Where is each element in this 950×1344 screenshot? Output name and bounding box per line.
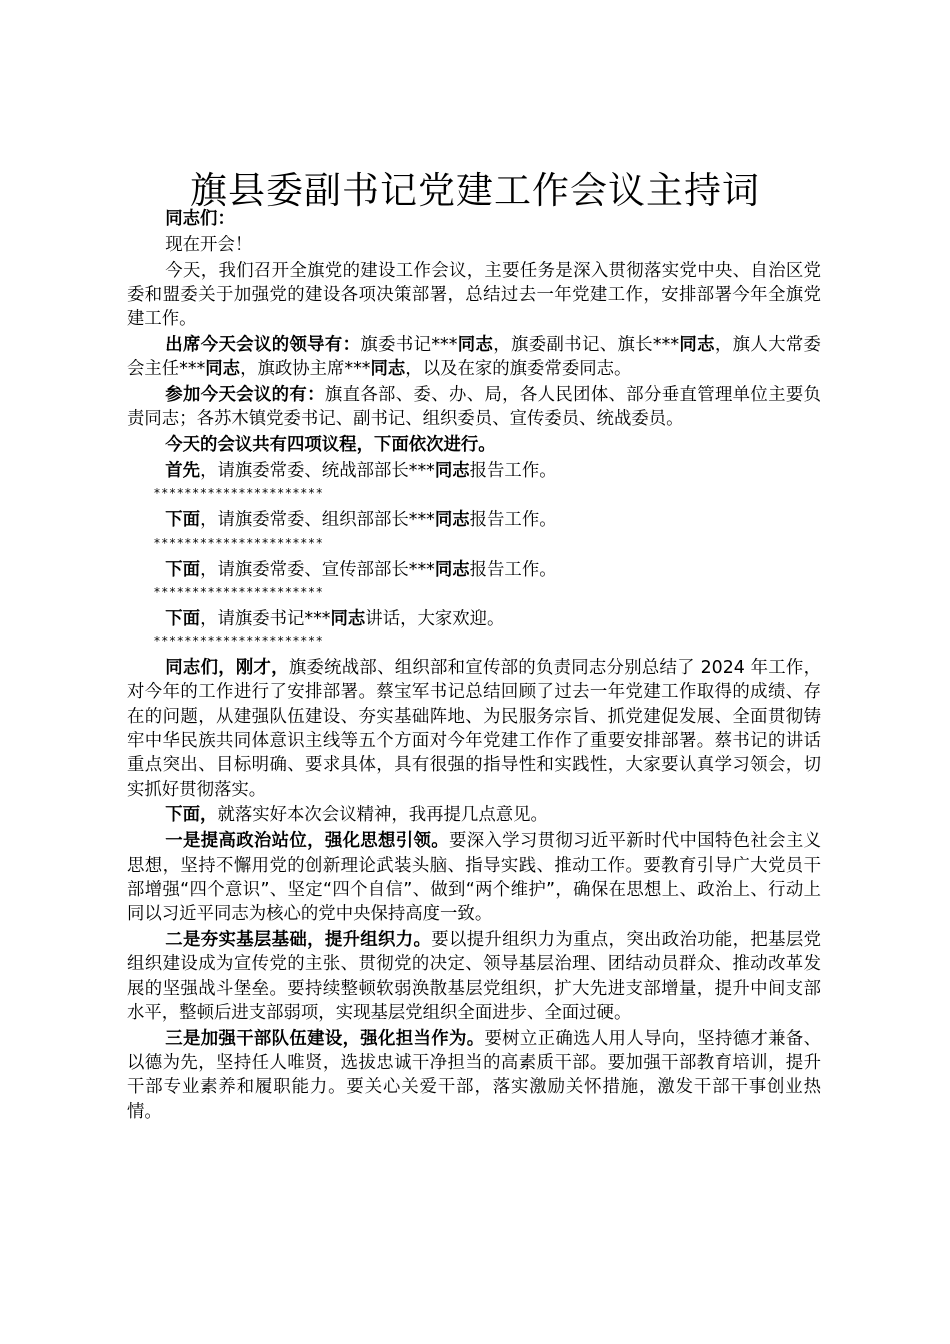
leaders-text-2: ，旗委副书记、旗长*** <box>493 334 680 355</box>
leaders-text-3: ，旗人大常委会主任*** <box>127 334 821 380</box>
greeting: 同志们： <box>165 209 235 229</box>
point-3-paragraph <box>127 1027 821 1124</box>
leaders-tongzhi-3: 同志 <box>205 359 241 380</box>
agenda-item-1 <box>127 459 821 483</box>
summary-lead: 同志们，刚才， <box>165 658 289 679</box>
asterisk-divider-4: ********************** <box>153 634 324 649</box>
agenda-item-2 <box>127 508 821 532</box>
agenda-item-4-end: 讲话，大家欢迎。 <box>365 608 505 629</box>
agenda-item-2-tongzhi: 同志 <box>434 510 470 531</box>
point-3-text: 要树立正确选人用人导向，坚持德才兼备、以德为先，坚持任人唯贤，选拔忠诚干净担当的高素质干部。要加强干部教育培训，提升干部专业素养和履职能力。要关心关爱干部，落实激励关怀措施，激发干部干事创业热情。 <box>127 1028 821 1122</box>
point-1-paragraph <box>127 829 821 926</box>
leaders-tongzhi-1: 同志 <box>457 334 494 355</box>
next-text: 就落实好本次会议精神，我再提几点意见。 <box>217 805 548 826</box>
leaders-text-5: ，以及在家的旗委常委同志。 <box>405 359 632 380</box>
agenda-item-4-tongzhi: 同志 <box>330 608 366 629</box>
leaders-label: 出席今天会议的领导有： <box>165 334 361 355</box>
intro-paragraph: 今天，我们召开全旗党的建设工作会议，主要任务是深入贯彻落实党中央、自治区党委和盟委关于加强党的建设各项决策部署，总结过去一年党建工作，安排部署今年全旗党建工作。 <box>127 260 821 330</box>
agenda-item-3 <box>127 558 821 582</box>
leaders-paragraph <box>127 333 821 382</box>
asterisk-divider-2: ********************** <box>153 535 324 550</box>
agenda-item-4-lead: 下面 <box>165 608 201 629</box>
asterisk-divider-1: ********************** <box>153 486 324 501</box>
document-title: 旗县委副书记党建工作会议主持词 <box>190 169 760 212</box>
leaders-tongzhi-2: 同志 <box>679 334 715 355</box>
next-lead: 下面， <box>165 805 218 826</box>
agenda-item-2-lead: 下面 <box>165 510 201 531</box>
agenda-item-3-end: 报告工作。 <box>469 559 557 580</box>
point-1-text: 要深入学习贯彻习近平新时代中国特色社会主义思想，坚持不懈用党的创新理论武装头脑、指导实践、推动工作。要教育引导广大党员干部增强“四个意识”、坚定“四个自信”、做到“两个维护”，确保在思想上、政治上、行动上同以习近平同志为核心的党中央保持高度一致。 <box>127 831 821 925</box>
point-2-lead: 二是夯实基层基础，提升组织力。 <box>165 929 432 950</box>
attendees-label: 参加今天会议的有： <box>165 385 325 406</box>
point-2-text: 要以提升组织力为重点，突出政治功能，把基层党组织建设成为宣传党的主张、贯彻党的决定、领导基层治理、团结动员群众、推动改革发展的坚强战斗堡垒。要持续整顿软弱涣散基层党组织，扩大先进支部增量，提升中间支部水平，整顿后进支部弱项，实现基层党组织全面进步、全面过硬。 <box>127 929 821 1023</box>
point-3-lead: 三是加强干部队伍建设，强化担当作为。 <box>165 1028 485 1049</box>
attendees-text: 旗直各部、委、办、局，各人民团体、部分垂直管理单位主要负责同志；各苏木镇党委书记、副书记、组织委员、宣传委员、统战委员。 <box>127 385 821 430</box>
agenda-item-4 <box>127 607 821 631</box>
agenda-item-1-text: ，请旗委常委、统战部部长*** <box>200 460 435 481</box>
next-paragraph <box>127 803 821 827</box>
document-body <box>127 207 821 1124</box>
opening-line: 现在开会！ <box>165 234 253 255</box>
agenda-item-3-lead: 下面 <box>165 559 201 580</box>
agenda-item-1-end: 报告工作。 <box>469 460 557 481</box>
agenda-item-1-tongzhi: 同志 <box>434 460 470 481</box>
agenda-line: 今天的会议共有四项议程，下面依次进行。 <box>165 435 496 456</box>
point-1-lead: 一是提高政治站位，强化思想引领。 <box>165 831 449 852</box>
point-2-paragraph <box>127 928 821 1025</box>
attendees-paragraph <box>127 383 821 432</box>
asterisk-divider-3: ********************** <box>153 584 324 599</box>
agenda-item-1-lead: 首先 <box>165 460 201 481</box>
agenda-item-3-text: ，请旗委常委、宣传部部长*** <box>200 559 435 580</box>
agenda-item-2-end: 报告工作。 <box>469 510 557 531</box>
summary-paragraph <box>127 656 821 802</box>
agenda-item-3-tongzhi: 同志 <box>434 559 470 580</box>
leaders-text-4: ，旗政协主席*** <box>240 359 371 380</box>
agenda-item-2-text: ，请旗委常委、组织部部长*** <box>200 510 435 531</box>
leaders-text-1: 旗委书记*** <box>360 334 458 355</box>
agenda-item-4-text: ，请旗委书记*** <box>200 608 331 629</box>
summary-text: 旗委统战部、组织部和宣传部的负责同志分别总结了 2024 年工作，对今年的工作进行了安排部署。蔡宝军书记总结回顾了过去一年党建工作取得的成绩、存在的问题，从建强队伍建设、夯实基础阵地、为民服务宗旨、抓党建促发展、全面贯彻铸牢中华民族共同体意识主线等五个方面对今年党建工作作了重要安排部署。蔡书记的讲话重点突出、目标明确、要求具体，具有很强的指导性和实践性，大家要认真学习领会，切实抓好贯彻落实。 <box>127 658 821 800</box>
leaders-tongzhi-4: 同志 <box>370 359 406 380</box>
